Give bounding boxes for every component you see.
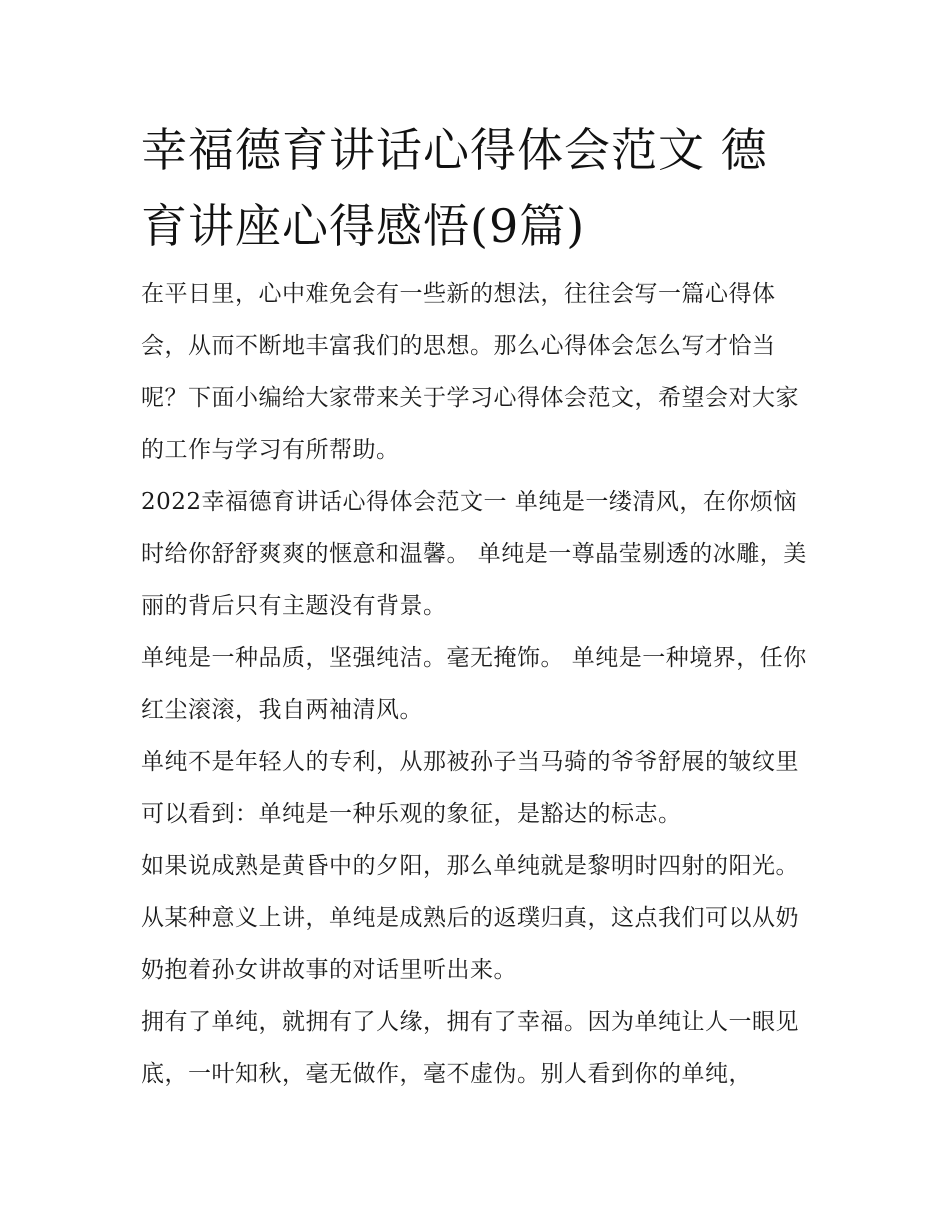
- paragraph-1: 2022幸福德育讲话心得体会范文一 单纯是一缕清风，在你烦恼时给你舒舒爽爽的惬意和温馨。 单纯是一尊晶莹剔透的冰雕，美丽的背后只有主题没有背景。: [141, 489, 807, 619]
- paragraph-intro: 在平日里，心中难免会有一些新的想法，往往会写一篇心得体会，从而不断地丰富我们的思想。那么心得体会怎么写才恰当呢？下面小编给大家带来关于学习心得体会范文，希望会对大家的工作与学习有所帮助。: [141, 281, 799, 463]
- paragraph-3: 单纯不是年轻人的专利，从那被孙子当马骑的爷爷舒展的皱纹里可以看到：单纯是一种乐观的象征，是豁达的标志。: [141, 749, 799, 827]
- paragraph-2: 单纯是一种品质，坚强纯洁。毫无掩饰。 单纯是一种境界，任你红尘滚滚，我自两袖清风。: [141, 645, 807, 723]
- paragraph-5: 拥有了单纯，就拥有了人缘，拥有了幸福。因为单纯让人一眼见底，一叶知秋，毫无做作，毫不虚伪。别人看到你的单纯，: [141, 1009, 799, 1087]
- document-title: 幸福德育讲话心得体会范文 德育讲座心得感悟(9篇): [141, 123, 768, 253]
- paragraph-4: 如果说成熟是黄昏中的夕阳，那么单纯就是黎明时四射的阳光。从某种意义上讲，单纯是成熟后的返璞归真，这点我们可以从奶奶抱着孙女讲故事的对话里听出来。: [141, 853, 799, 983]
